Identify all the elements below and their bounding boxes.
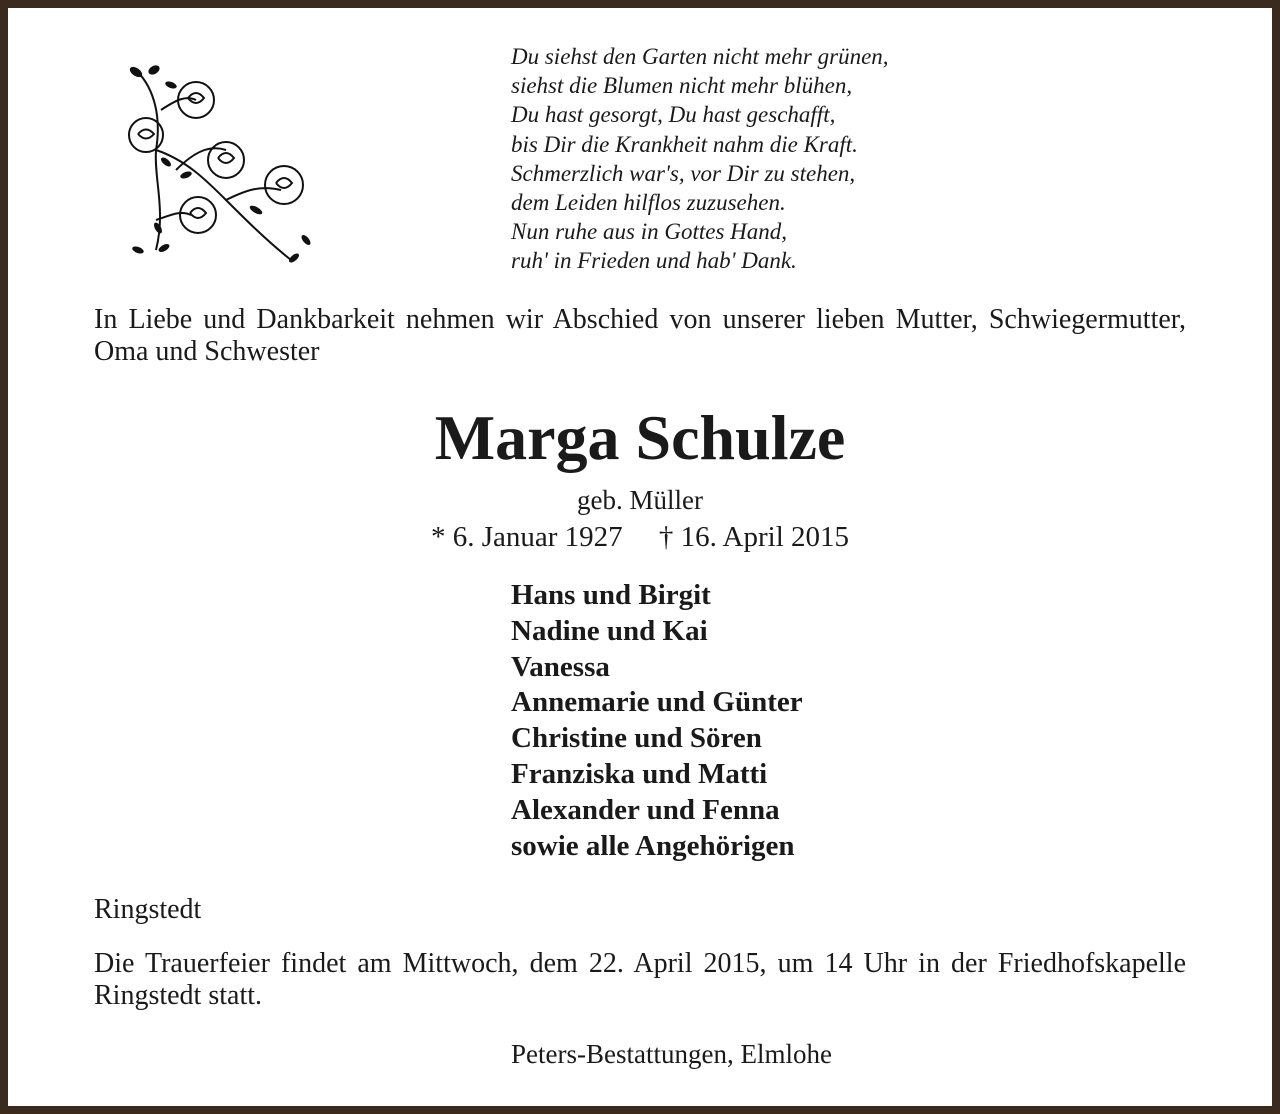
mourner: Christine und Sören	[511, 722, 762, 755]
poem	[511, 42, 889, 276]
mourner: Vanessa	[511, 650, 610, 683]
mourner: Franziska und Matti	[511, 757, 768, 790]
mourner: Annemarie und Günter	[511, 686, 803, 719]
poem-line: Nun ruhe aus in Gottes Hand,	[511, 219, 787, 245]
mourner: Hans und Birgit	[511, 579, 711, 611]
deceased-name: Marga Schulze	[434, 402, 846, 473]
poem-line: Du hast gesorgt, Du hast geschafft,	[511, 102, 836, 128]
poem-line: siehst die Blumen nicht mehr blühen,	[511, 73, 853, 99]
intro-text: In Liebe und Dankbarkeit nehmen wir Abschied von unserer lieben Mutter, Schwiegermutter, Oma und Schwester	[94, 304, 1186, 367]
poem-line: dem Leiden hilflos zuzusehen.	[511, 190, 786, 216]
mourner: Nadine und Kai	[511, 614, 708, 647]
life-dates	[8, 520, 1272, 554]
poem-line: ruh' in Frieden und hab' Dank.	[511, 248, 797, 274]
death-date: † 16. April 2015	[658, 521, 850, 553]
poem-line: Du siehst den Garten nicht mehr grünen,	[511, 44, 889, 69]
obituary-notice	[8, 8, 1272, 1106]
mourners-list	[511, 578, 803, 864]
mourner: sowie alle Angehörigen	[511, 829, 795, 862]
birth-date: * 6. Januar 1927	[430, 521, 623, 553]
maiden-name: geb. Müller	[577, 485, 703, 515]
place: Ringstedt	[94, 894, 202, 925]
undertaker: Peters-Bestattungen, Elmlohe	[511, 1039, 832, 1069]
rose-branch-icon	[116, 50, 328, 270]
funeral-info: Die Trauerfeier findet am Mittwoch, dem 22. April 2015, um 14 Uhr in der Friedhofskapelle Ringstedt statt.	[94, 948, 1186, 1011]
mourner: Alexander und Fenna	[511, 793, 780, 826]
poem-line: bis Dir die Krankheit nahm die Kraft.	[511, 131, 858, 157]
poem-line: Schmerzlich war's, vor Dir zu stehen,	[511, 160, 856, 186]
